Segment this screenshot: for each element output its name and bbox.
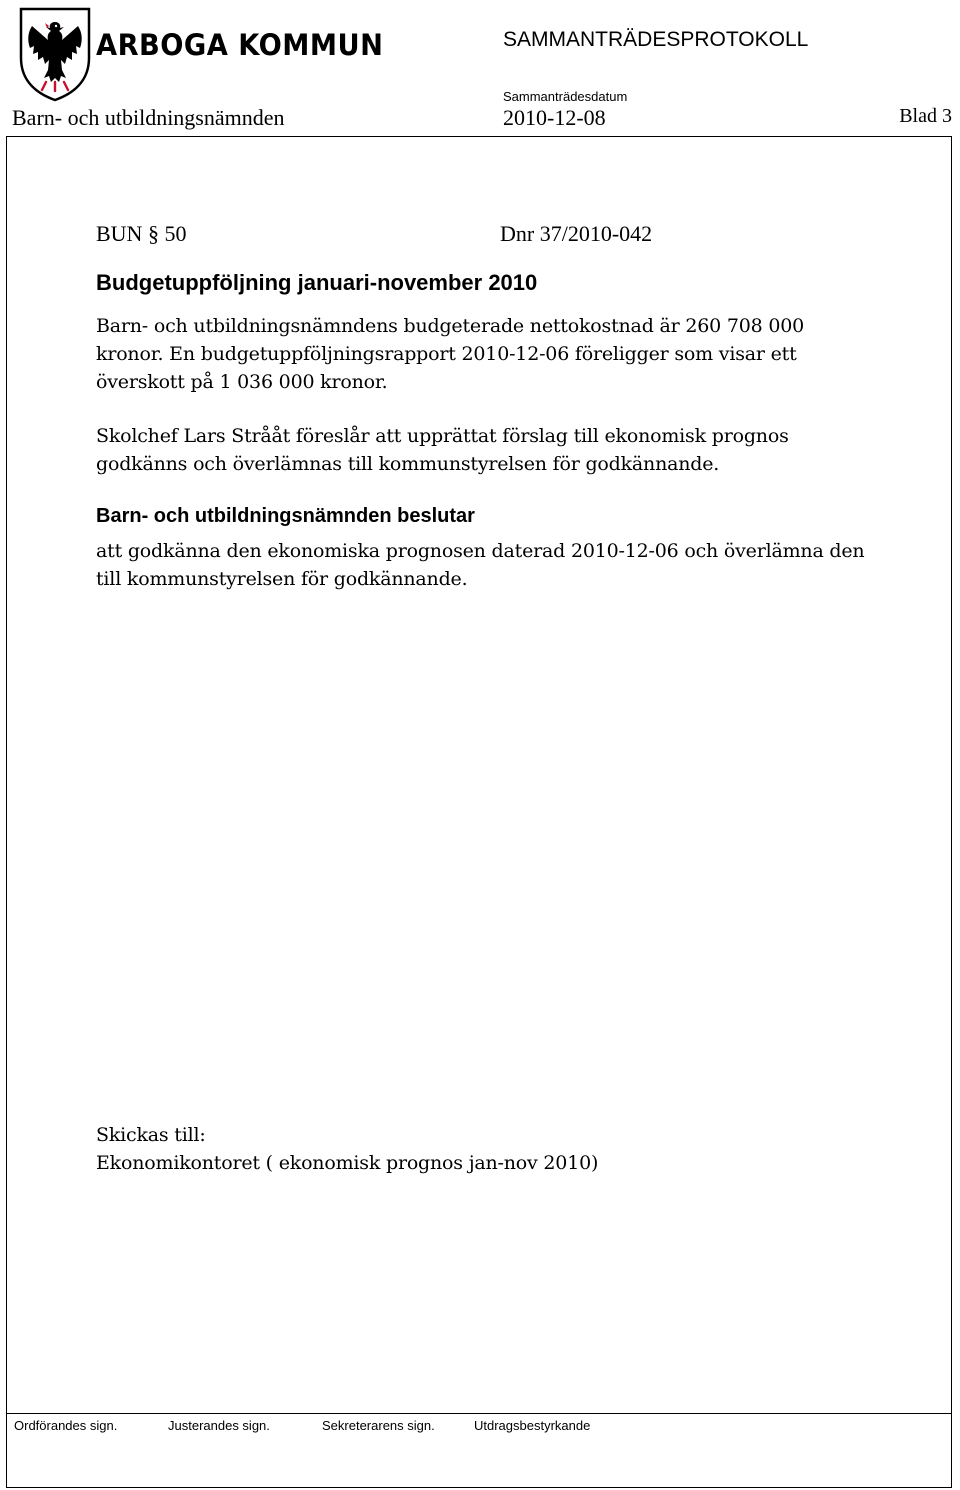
- signature-adjuster: Justerandes sign.: [168, 1418, 270, 1433]
- protocol-title: SAMMANTRÄDESPROTOKOLL: [503, 28, 809, 51]
- body-paragraph: Skolchef Lars Strååt föreslår att upprättat förslag till ekonomisk prognos godkänns och överlämnas till kommunstyrelsen för godkännande.: [96, 425, 789, 475]
- coat-of-arms-icon: [18, 6, 92, 102]
- signature-chair: Ordförandes sign.: [14, 1418, 118, 1433]
- distribution-recipient: Ekonomikontoret ( ekonomisk prognos jan-nov 2010): [96, 1152, 599, 1174]
- body-paragraph: Barn- och utbildningsnämndens budgeterade nettokostnad är 260 708 000 kronor. En budgetuppföljningsrapport 2010-12-06 föreligger som visar ett överskott på 1 036 000 kronor.: [96, 315, 805, 393]
- meeting-date: 2010-12-08: [503, 105, 606, 130]
- distribution-label: Skickas till:: [96, 1124, 206, 1146]
- signature-extract-certification: Utdragsbestyrkande: [474, 1418, 591, 1433]
- municipality-name: ARBOGA KOMMUN: [96, 28, 384, 62]
- decision-text: att godkänna den ekonomiska prognosen daterad 2010-12-06 och överlämna den till kommunstyrelsen för godkännande.: [96, 540, 865, 590]
- decision-heading: Barn- och utbildningsnämnden beslutar: [96, 505, 475, 527]
- signature-secretary: Sekreterarens sign.: [322, 1418, 435, 1433]
- meeting-date-label: Sammanträdesdatum: [503, 89, 628, 104]
- item-heading: Budgetuppföljning januari-november 2010: [96, 270, 538, 295]
- board-name: Barn- och utbildningsnämnden: [12, 105, 285, 130]
- diary-number: Dnr 37/2010-042: [500, 221, 653, 246]
- paragraph-number: BUN § 50: [96, 221, 187, 246]
- page-number: Blad 3: [899, 105, 952, 127]
- signature-divider: [6, 1413, 952, 1414]
